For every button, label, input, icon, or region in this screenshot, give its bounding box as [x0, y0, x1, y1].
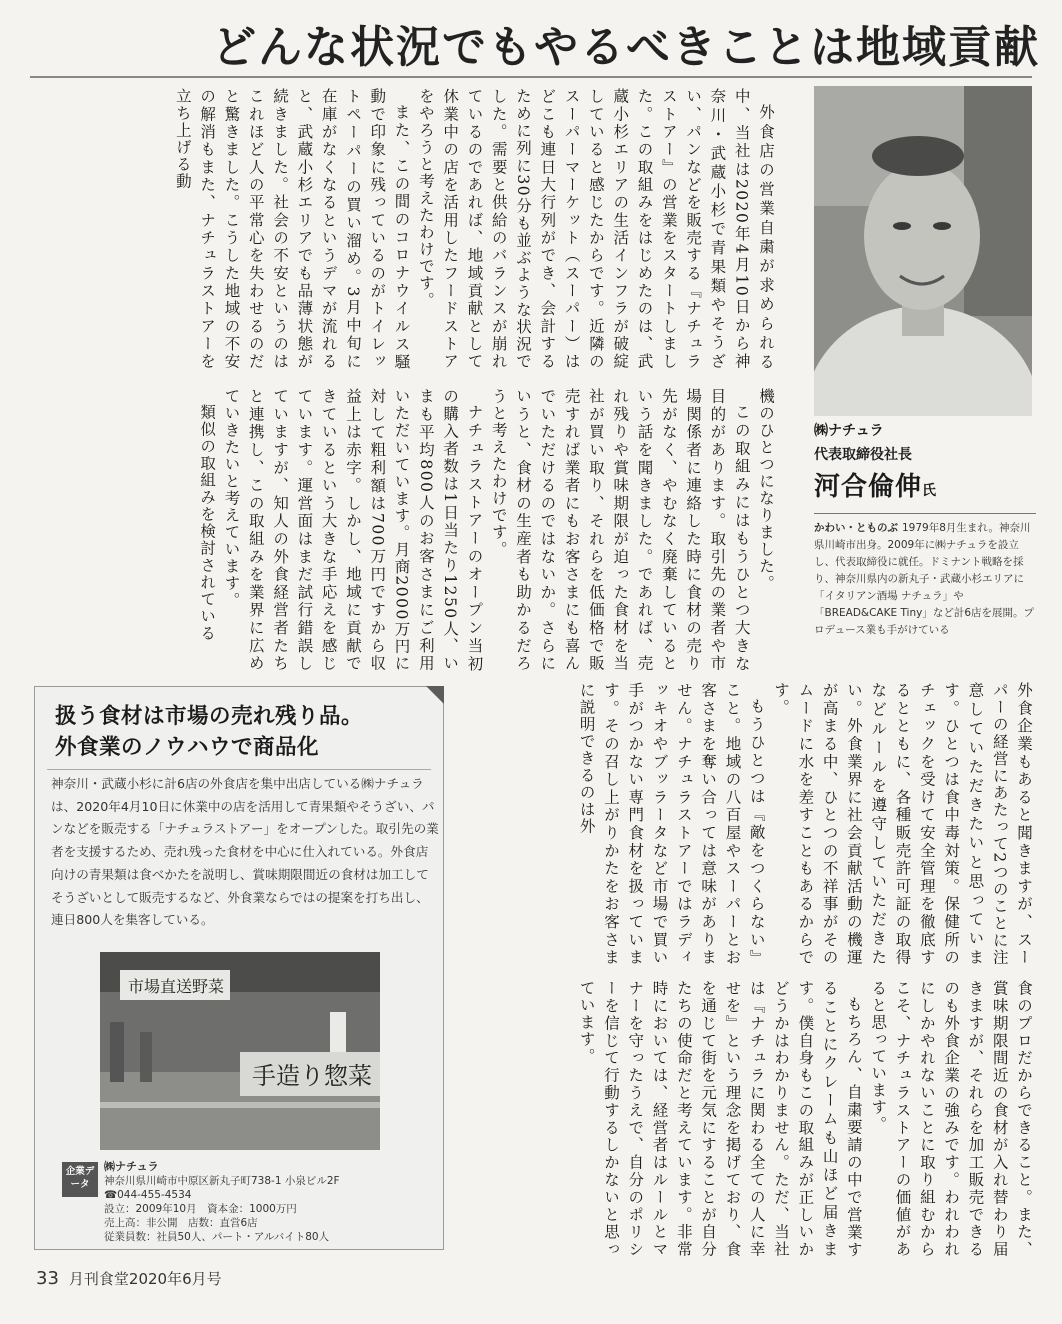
- article-column-4: [488, 980, 1036, 1258]
- company-data-line: 設立：2009年10月 資本金：1000万円: [104, 1203, 297, 1215]
- sidebar-title: [55, 701, 435, 763]
- ceo-portrait-photo: [814, 86, 1032, 416]
- company-data-line: 従業員数：社員50人、パート・アルバイト80人: [104, 1231, 330, 1243]
- sidebar-title-line-2: 外食業のノウハウで商品化: [55, 735, 320, 760]
- article-paragraph: また、この間のコロナウイルス騒動で印象に残っているのがトイレットペーパーの買い溜め。3月中旬に在庫がなくなるというデマが流れると、武蔵小杉エリアでも品薄状態が続きました。社会の不安というのはこれほど人の平常心を失わせるのだと驚きました。こうした地域の不安の解消もまた、ナチュラストアーを立ち上げる動: [173, 88, 411, 370]
- article-headline: どんな状況でもやるべきことは地域貢献: [212, 22, 1040, 73]
- profile-bio-text: 1979年8月生まれ。神奈川県川崎市出身。2009年に㈱ナチュラを設立し、代表取締役に就任。ドミナント戦略を採り、神奈川県内の新丸子・武蔵小杉エリアに「イタリアン酒場 ナチュラ」や「BREAD&CAKE Tiny」など計6店を展開。プロデュース業も手がけている: [814, 522, 1035, 636]
- article-paragraph: 外食店の営業自粛が求められる中、当社は2020年4月10日から神奈川・武蔵小杉で青果類やそうざい、パンなどを販売する『ナチュラストアー』の営業をスタートしました。この取組みをはじめたのは、武蔵小杉エリアの生活インフラが破綻していると感じたからです。近隣のスーパーマーケット（スーパー）はどこも連日大行列ができ、会計するために列に30分も並ぶような状況でした。需要と供給のバランスが崩れているのであれば、地域貢献として休業中の店を活用したフードストアをやろうと考えたわけです。: [416, 88, 775, 370]
- article-paragraph: この取組みにはもうひとつ大きな目的があります。取引先の業者や市場関係者に連絡した時に食材の売り先がなく、やむなく廃棄しているという話を聞きました。であれば、売れ残りや賞味期限が迫った食材を当社が買い取り、それらを低価格で販売すれば業者にもお客さまにも喜んでいただけるのではないか。さらにいうと、食材の生産者も助かるだろうと考えたわけです。: [489, 388, 751, 672]
- company-data-badge: 企業データ: [62, 1162, 98, 1197]
- profile-divider: [814, 513, 1036, 514]
- sidebar-title-line-1: 扱う食材は市場の売れ残り品。: [55, 704, 364, 729]
- publication-name: 月刊食堂2020年6月号: [68, 1270, 222, 1288]
- page-footer: [36, 1268, 222, 1289]
- profile-reading: かわい・とものぶ: [814, 522, 898, 534]
- article-paragraph: 食のプロだからできること。また、賞味期限間近の食材が入れ替わり届きますが、それらを加工販売できるのも外食企業の強みです。われわれにしかやれないことに取り組むからこそ、ナチュラストアーの価値があると思っています。: [869, 980, 1033, 1258]
- store-sign-produce: 市場直送野菜: [128, 977, 225, 996]
- article-paragraph: 外食企業もあると聞きますが、スーパーの経営にあたって2つのことに注意していただきたいと思っています。ひとつは食中毒対策。保健所のチェックを受けて安全管理を徹底するとともに、各種販売許可証の取得などルールを遵守していただきたい。外食業界に社会貢献活動の機運が高まる中、ひとつの不祥事がそのムードに水を差すこともあるからです。: [772, 682, 1033, 966]
- profile-name: [814, 466, 1036, 503]
- article-paragraph: 類似の取組みを検討されている: [198, 403, 217, 642]
- company-data-line: ☎044-455-4534: [104, 1189, 192, 1201]
- profile-honorific: 氏: [922, 483, 938, 499]
- company-data-line: 神奈川県川崎市中原区新丸子町738-1 小泉ビル2F: [104, 1175, 340, 1187]
- article-paragraph: ナチュラストアーのオープン当初の購入者数は1日当たり1250人、いまも平均800人のお客さまにご利用いただいています。月商2000万円に対して粗利額は700万円ですから収益上は赤字。しかし、地域に貢献できているという大きな手応えを感じています。運営面はまだ試行錯誤していますが、知人の外食経営者たちと連携し、この取組みを業界に広めていきたいと考えています。: [222, 388, 484, 672]
- article-column-2: [32, 388, 778, 672]
- ceo-profile: [814, 420, 1036, 639]
- company-data-name: ㈱ナチュラ: [104, 1160, 159, 1173]
- page-number: 33: [36, 1268, 59, 1289]
- article-paragraph: 機のひとつになりました。: [757, 388, 775, 592]
- article-paragraph: もうひとつは『敵をつくらない』こと。地域の八百屋やスーパーとお客さまを奪い合っては意味がありません。ナチュラストアーではラディッキオやブッラータなど市場で買い手がつかない専門食材を扱っています。その召し上がりかたをお客さまに説明できるのは外: [577, 682, 766, 966]
- profile-name-text: 河合倫伸: [814, 472, 923, 502]
- profile-company: ㈱ナチュラ: [814, 423, 884, 439]
- store-interior-photo: [100, 952, 380, 1150]
- profile-bio: [814, 520, 1036, 639]
- company-data-line: 売上高：非公開 店数：直営6店: [104, 1217, 258, 1229]
- article-paragraph: もちろん、自粛要請の中で営業することにクレームも山ほど届きます。僕自身もこの取組みが正しいかどうかはわかりません。ただ、当社は『ナチュラに関わる全ての人に幸せを』という理念を掲げており、食を通じて街を元気にすることが自分たちの使命だと考えています。非常時においては、経営者はルールとマナーを守ったうえで、自分のポリシーを信じて行動するしかないと思っています。: [577, 980, 863, 1258]
- sidebar-body: 神奈川・武蔵小杉に計6店の外食店を集中出店している㈱ナチュラは、2020年4月10日に休業中の店を活用して青果類やそうざい、パンなどを販売する「ナチュラストアー」をオープンした。取引先の業者を支援するため、売れ残った食材を中心に仕入れている。外食店向けの青果類は食べかたを説明し、賞味期限間近の食材は加工してそうざいとして販売するなど、外食業ならではの提案を打ち出し、連日800人を集客している。: [51, 776, 439, 928]
- company-data-text: [104, 1160, 424, 1244]
- article-column-3: [488, 682, 1036, 966]
- headline-rule: [30, 76, 1032, 78]
- profile-title: 代表取締役社長: [814, 447, 912, 463]
- sidebar-rule: [47, 769, 431, 770]
- article-column-1: [32, 88, 778, 370]
- store-sign-deli: 手造り惣菜: [252, 1062, 372, 1090]
